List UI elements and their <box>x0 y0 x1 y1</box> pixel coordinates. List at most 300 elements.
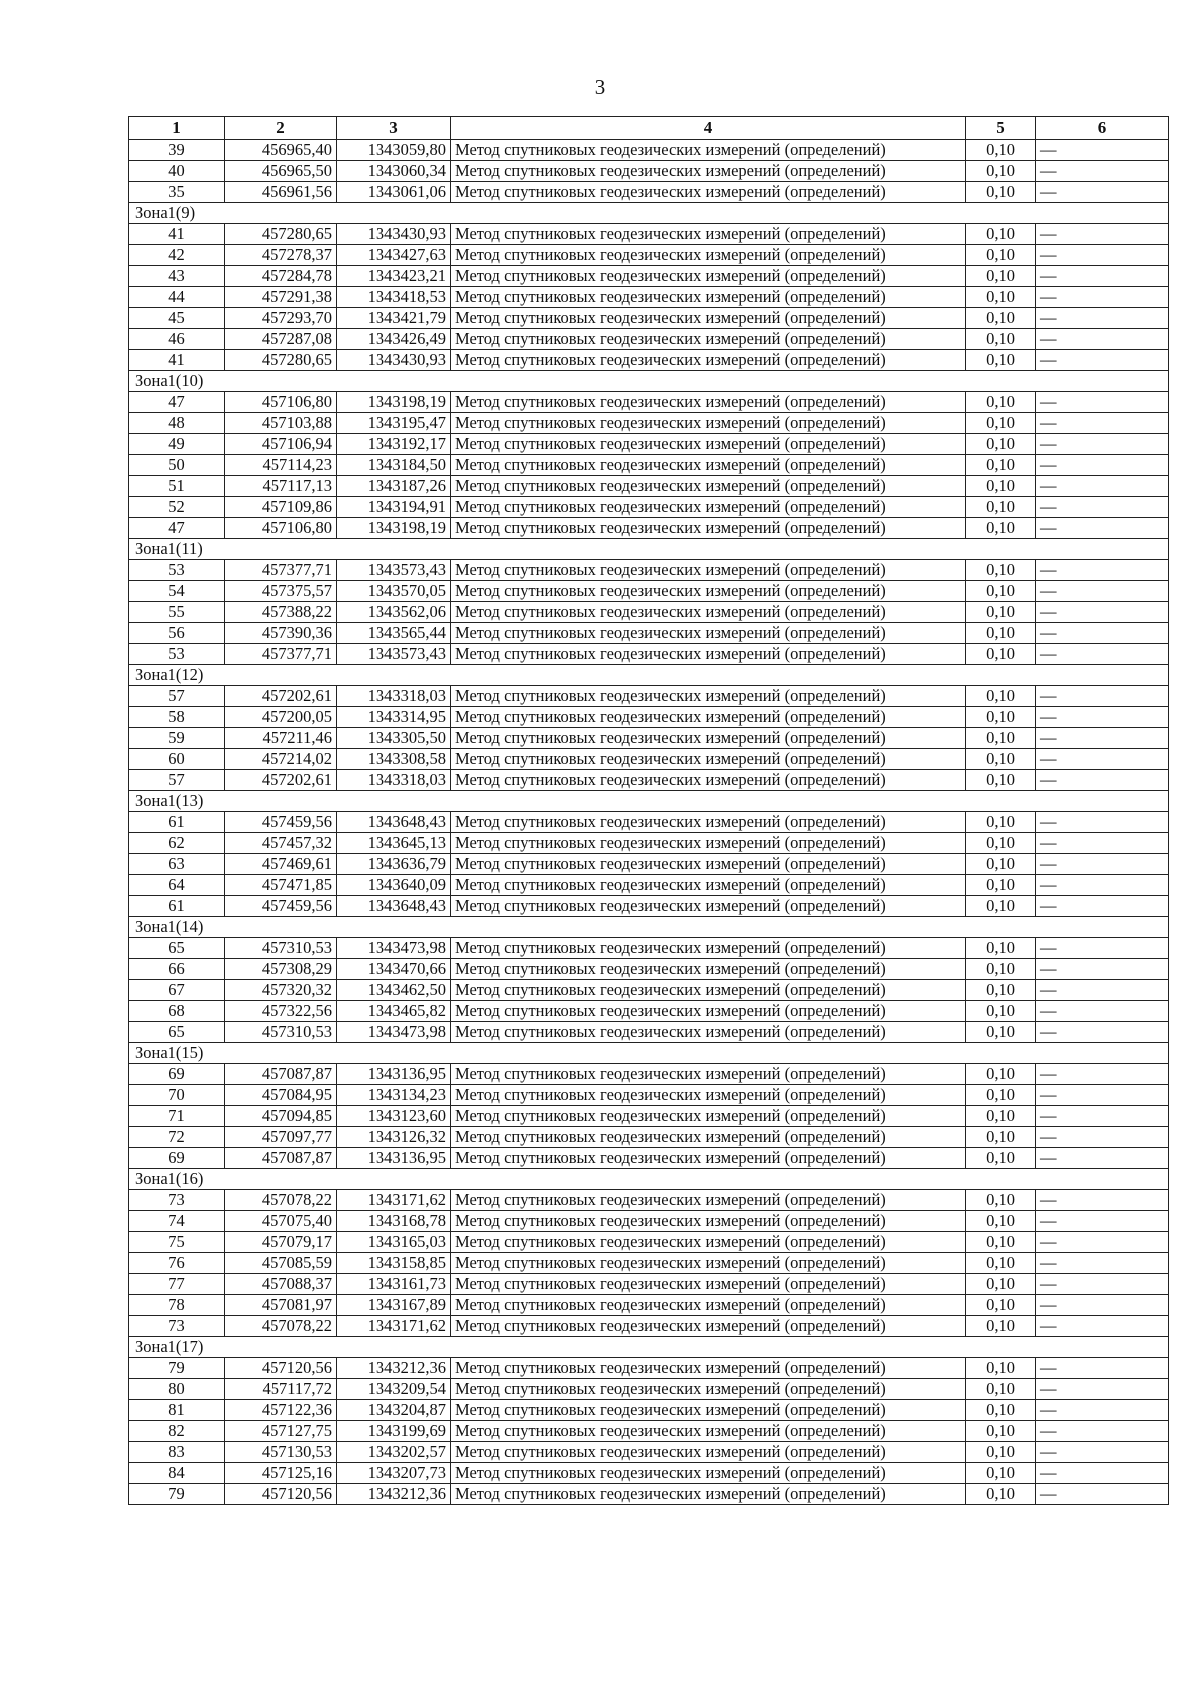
accuracy-cell: 0,10 <box>966 1484 1036 1505</box>
method-cell: Метод спутниковых геодезических измерений (определений) <box>451 812 966 833</box>
method-cell: Метод спутниковых геодезических измерений (определений) <box>451 728 966 749</box>
y-coordinate: 1343194,91 <box>337 497 451 518</box>
dash-cell: — <box>1036 875 1169 896</box>
method-cell: Метод спутниковых геодезических измерений (определений) <box>451 1148 966 1169</box>
coordinates-table-body <box>129 117 1169 1505</box>
method-cell: Метод спутниковых геодезических измерений (определений) <box>451 161 966 182</box>
x-coordinate: 457284,78 <box>225 266 337 287</box>
dash-cell: — <box>1036 1085 1169 1106</box>
method-cell: Метод спутниковых геодезических измерений (определений) <box>451 644 966 665</box>
point-number: 78 <box>129 1295 225 1316</box>
header-col-1: 1 <box>129 117 225 140</box>
dash-cell: — <box>1036 266 1169 287</box>
y-coordinate: 1343318,03 <box>337 686 451 707</box>
method-cell: Метод спутниковых геодезических измерений (определений) <box>451 560 966 581</box>
method-cell: Метод спутниковых геодезических измерений (определений) <box>451 1127 966 1148</box>
accuracy-cell: 0,10 <box>966 1190 1036 1211</box>
point-number: 47 <box>129 392 225 413</box>
method-cell: Метод спутниковых геодезических измерений (определений) <box>451 749 966 770</box>
point-row <box>129 1232 1169 1253</box>
method-cell: Метод спутниковых геодезических измерений (определений) <box>451 266 966 287</box>
accuracy-cell: 0,10 <box>966 245 1036 266</box>
point-number: 65 <box>129 1022 225 1043</box>
dash-cell: — <box>1036 854 1169 875</box>
x-coordinate: 457459,56 <box>225 896 337 917</box>
x-coordinate: 457310,53 <box>225 938 337 959</box>
x-coordinate: 457084,95 <box>225 1085 337 1106</box>
x-coordinate: 457293,70 <box>225 308 337 329</box>
y-coordinate: 1343059,80 <box>337 140 451 161</box>
point-row <box>129 1400 1169 1421</box>
point-number: 67 <box>129 980 225 1001</box>
y-coordinate: 1343430,93 <box>337 350 451 371</box>
y-coordinate: 1343426,49 <box>337 329 451 350</box>
method-cell: Метод спутниковых геодезических измерений (определений) <box>451 1379 966 1400</box>
point-number: 35 <box>129 182 225 203</box>
point-row <box>129 1274 1169 1295</box>
point-number: 53 <box>129 560 225 581</box>
method-cell: Метод спутниковых геодезических измерений (определений) <box>451 413 966 434</box>
method-cell: Метод спутниковых геодезических измерений (определений) <box>451 1484 966 1505</box>
point-number: 55 <box>129 602 225 623</box>
y-coordinate: 1343195,47 <box>337 413 451 434</box>
method-cell: Метод спутниковых геодезических измерений (определений) <box>451 1442 966 1463</box>
zone-label: Зона1(11) <box>129 539 225 560</box>
point-row <box>129 812 1169 833</box>
dash-cell: — <box>1036 1001 1169 1022</box>
y-coordinate: 1343212,36 <box>337 1358 451 1379</box>
point-number: 68 <box>129 1001 225 1022</box>
point-number: 72 <box>129 1127 225 1148</box>
page-number: 3 <box>594 75 606 99</box>
point-number: 71 <box>129 1106 225 1127</box>
accuracy-cell: 0,10 <box>966 1295 1036 1316</box>
point-row <box>129 1064 1169 1085</box>
point-row <box>129 455 1169 476</box>
point-number: 65 <box>129 938 225 959</box>
zone-spacer <box>225 917 1169 938</box>
method-cell: Метод спутниковых геодезических измерений (определений) <box>451 476 966 497</box>
method-cell: Метод спутниковых геодезических измерений (определений) <box>451 350 966 371</box>
accuracy-cell: 0,10 <box>966 938 1036 959</box>
accuracy-cell: 0,10 <box>966 413 1036 434</box>
point-number: 77 <box>129 1274 225 1295</box>
x-coordinate: 457109,86 <box>225 497 337 518</box>
accuracy-cell: 0,10 <box>966 497 1036 518</box>
accuracy-cell: 0,10 <box>966 1001 1036 1022</box>
point-number: 57 <box>129 686 225 707</box>
accuracy-cell: 0,10 <box>966 1211 1036 1232</box>
point-number: 66 <box>129 959 225 980</box>
x-coordinate: 457081,97 <box>225 1295 337 1316</box>
accuracy-cell: 0,10 <box>966 392 1036 413</box>
dash-cell: — <box>1036 308 1169 329</box>
x-coordinate: 457202,61 <box>225 686 337 707</box>
accuracy-cell: 0,10 <box>966 1421 1036 1442</box>
point-number: 61 <box>129 896 225 917</box>
zone-spacer <box>225 539 1169 560</box>
y-coordinate: 1343158,85 <box>337 1253 451 1274</box>
point-number: 48 <box>129 413 225 434</box>
point-number: 82 <box>129 1421 225 1442</box>
dash-cell: — <box>1036 1106 1169 1127</box>
accuracy-cell: 0,10 <box>966 1316 1036 1337</box>
y-coordinate: 1343473,98 <box>337 1022 451 1043</box>
y-coordinate: 1343199,69 <box>337 1421 451 1442</box>
point-number: 57 <box>129 770 225 791</box>
y-coordinate: 1343640,09 <box>337 875 451 896</box>
zone-label: Зона1(14) <box>129 917 225 938</box>
y-coordinate: 1343305,50 <box>337 728 451 749</box>
zone-label: Зона1(15) <box>129 1043 225 1064</box>
accuracy-cell: 0,10 <box>966 980 1036 1001</box>
accuracy-cell: 0,10 <box>966 350 1036 371</box>
point-row <box>129 1358 1169 1379</box>
point-row <box>129 686 1169 707</box>
dash-cell: — <box>1036 560 1169 581</box>
header-col-6: 6 <box>1036 117 1169 140</box>
point-number: 69 <box>129 1148 225 1169</box>
coordinates-table <box>128 116 1169 1505</box>
point-number: 79 <box>129 1358 225 1379</box>
dash-cell: — <box>1036 1442 1169 1463</box>
dash-cell: — <box>1036 1064 1169 1085</box>
x-coordinate: 457106,94 <box>225 434 337 455</box>
y-coordinate: 1343314,95 <box>337 707 451 728</box>
y-coordinate: 1343462,50 <box>337 980 451 1001</box>
method-cell: Метод спутниковых геодезических измерений (определений) <box>451 308 966 329</box>
method-cell: Метод спутниковых геодезических измерений (определений) <box>451 1190 966 1211</box>
point-row <box>129 1127 1169 1148</box>
dash-cell: — <box>1036 1400 1169 1421</box>
dash-cell: — <box>1036 287 1169 308</box>
x-coordinate: 457079,17 <box>225 1232 337 1253</box>
x-coordinate: 457120,56 <box>225 1484 337 1505</box>
method-cell: Метод спутниковых геодезических измерений (определений) <box>451 854 966 875</box>
point-row <box>129 266 1169 287</box>
point-row <box>129 476 1169 497</box>
accuracy-cell: 0,10 <box>966 266 1036 287</box>
y-coordinate: 1343060,34 <box>337 161 451 182</box>
header-col-4: 4 <box>451 117 966 140</box>
point-row <box>129 854 1169 875</box>
zone-row <box>129 1337 1169 1358</box>
x-coordinate: 457278,37 <box>225 245 337 266</box>
accuracy-cell: 0,10 <box>966 560 1036 581</box>
method-cell: Метод спутниковых геодезических измерений (определений) <box>451 1253 966 1274</box>
accuracy-cell: 0,10 <box>966 182 1036 203</box>
accuracy-cell: 0,10 <box>966 476 1036 497</box>
method-cell: Метод спутниковых геодезических измерений (определений) <box>451 140 966 161</box>
point-row <box>129 728 1169 749</box>
method-cell: Метод спутниковых геодезических измерений (определений) <box>451 1421 966 1442</box>
method-cell: Метод спутниковых геодезических измерений (определений) <box>451 1085 966 1106</box>
accuracy-cell: 0,10 <box>966 623 1036 644</box>
x-coordinate: 456961,56 <box>225 182 337 203</box>
point-number: 46 <box>129 329 225 350</box>
x-coordinate: 457390,36 <box>225 623 337 644</box>
point-number: 74 <box>129 1211 225 1232</box>
y-coordinate: 1343161,73 <box>337 1274 451 1295</box>
zone-label: Зона1(12) <box>129 665 225 686</box>
dash-cell: — <box>1036 686 1169 707</box>
method-cell: Метод спутниковых геодезических измерений (определений) <box>451 434 966 455</box>
x-coordinate: 457280,65 <box>225 350 337 371</box>
accuracy-cell: 0,10 <box>966 644 1036 665</box>
method-cell: Метод спутниковых геодезических измерений (определений) <box>451 1463 966 1484</box>
zone-row <box>129 917 1169 938</box>
x-coordinate: 457114,23 <box>225 455 337 476</box>
point-number: 63 <box>129 854 225 875</box>
dash-cell: — <box>1036 833 1169 854</box>
method-cell: Метод спутниковых геодезических измерений (определений) <box>451 1400 966 1421</box>
zone-spacer <box>225 791 1169 812</box>
x-coordinate: 457087,87 <box>225 1064 337 1085</box>
y-coordinate: 1343427,63 <box>337 245 451 266</box>
x-coordinate: 457308,29 <box>225 959 337 980</box>
dash-cell: — <box>1036 1253 1169 1274</box>
point-number: 60 <box>129 749 225 770</box>
accuracy-cell: 0,10 <box>966 1274 1036 1295</box>
zone-row <box>129 539 1169 560</box>
point-row <box>129 896 1169 917</box>
point-number: 39 <box>129 140 225 161</box>
method-cell: Метод спутниковых геодезических измерений (определений) <box>451 1064 966 1085</box>
zone-row <box>129 1043 1169 1064</box>
method-cell: Метод спутниковых геодезических измерений (определений) <box>451 1211 966 1232</box>
y-coordinate: 1343562,06 <box>337 602 451 623</box>
accuracy-cell: 0,10 <box>966 1022 1036 1043</box>
point-row <box>129 350 1169 371</box>
point-row <box>129 1295 1169 1316</box>
method-cell: Метод спутниковых геодезических измерений (определений) <box>451 518 966 539</box>
y-coordinate: 1343465,82 <box>337 1001 451 1022</box>
zone-label: Зона1(13) <box>129 791 225 812</box>
method-cell: Метод спутниковых геодезических измерений (определений) <box>451 1316 966 1337</box>
point-number: 42 <box>129 245 225 266</box>
x-coordinate: 457202,61 <box>225 770 337 791</box>
y-coordinate: 1343430,93 <box>337 224 451 245</box>
dash-cell: — <box>1036 392 1169 413</box>
point-row <box>129 287 1169 308</box>
method-cell: Метод спутниковых геодезических измерений (определений) <box>451 1106 966 1127</box>
x-coordinate: 457211,46 <box>225 728 337 749</box>
x-coordinate: 457087,87 <box>225 1148 337 1169</box>
point-number: 45 <box>129 308 225 329</box>
point-row <box>129 1379 1169 1400</box>
accuracy-cell: 0,10 <box>966 434 1036 455</box>
x-coordinate: 457122,36 <box>225 1400 337 1421</box>
method-cell: Метод спутниковых геодезических измерений (определений) <box>451 1001 966 1022</box>
dash-cell: — <box>1036 749 1169 770</box>
y-coordinate: 1343171,62 <box>337 1190 451 1211</box>
x-coordinate: 457075,40 <box>225 1211 337 1232</box>
y-coordinate: 1343165,03 <box>337 1232 451 1253</box>
point-row <box>129 959 1169 980</box>
y-coordinate: 1343202,57 <box>337 1442 451 1463</box>
x-coordinate: 457117,72 <box>225 1379 337 1400</box>
x-coordinate: 456965,40 <box>225 140 337 161</box>
y-coordinate: 1343198,19 <box>337 392 451 413</box>
x-coordinate: 457094,85 <box>225 1106 337 1127</box>
method-cell: Метод спутниковых геодезических измерений (определений) <box>451 1232 966 1253</box>
point-number: 43 <box>129 266 225 287</box>
dash-cell: — <box>1036 140 1169 161</box>
zone-row <box>129 1169 1169 1190</box>
point-row <box>129 1442 1169 1463</box>
method-cell: Метод спутниковых геодезических измерений (определений) <box>451 581 966 602</box>
y-coordinate: 1343645,13 <box>337 833 451 854</box>
x-coordinate: 457280,65 <box>225 224 337 245</box>
dash-cell: — <box>1036 1316 1169 1337</box>
method-cell: Метод спутниковых геодезических измерений (определений) <box>451 686 966 707</box>
x-coordinate: 457125,16 <box>225 1463 337 1484</box>
y-coordinate: 1343061,06 <box>337 182 451 203</box>
point-number: 62 <box>129 833 225 854</box>
accuracy-cell: 0,10 <box>966 896 1036 917</box>
x-coordinate: 457469,61 <box>225 854 337 875</box>
point-number: 81 <box>129 1400 225 1421</box>
point-row <box>129 1316 1169 1337</box>
zone-spacer <box>225 1337 1169 1358</box>
point-row <box>129 1148 1169 1169</box>
point-row <box>129 392 1169 413</box>
point-number: 83 <box>129 1442 225 1463</box>
accuracy-cell: 0,10 <box>966 308 1036 329</box>
dash-cell: — <box>1036 413 1169 434</box>
y-coordinate: 1343187,26 <box>337 476 451 497</box>
accuracy-cell: 0,10 <box>966 728 1036 749</box>
method-cell: Метод спутниковых геодезических измерений (определений) <box>451 329 966 350</box>
point-row <box>129 497 1169 518</box>
point-number: 47 <box>129 518 225 539</box>
x-coordinate: 457459,56 <box>225 812 337 833</box>
point-row <box>129 182 1169 203</box>
point-row <box>129 833 1169 854</box>
x-coordinate: 457375,57 <box>225 581 337 602</box>
point-number: 41 <box>129 350 225 371</box>
x-coordinate: 456965,50 <box>225 161 337 182</box>
point-row <box>129 1463 1169 1484</box>
method-cell: Метод спутниковых геодезических измерений (определений) <box>451 770 966 791</box>
y-coordinate: 1343473,98 <box>337 938 451 959</box>
y-coordinate: 1343573,43 <box>337 644 451 665</box>
point-number: 69 <box>129 1064 225 1085</box>
accuracy-cell: 0,10 <box>966 1106 1036 1127</box>
dash-cell: — <box>1036 1127 1169 1148</box>
point-row <box>129 560 1169 581</box>
x-coordinate: 457130,53 <box>225 1442 337 1463</box>
method-cell: Метод спутниковых геодезических измерений (определений) <box>451 938 966 959</box>
x-coordinate: 457322,56 <box>225 1001 337 1022</box>
point-row <box>129 602 1169 623</box>
accuracy-cell: 0,10 <box>966 1148 1036 1169</box>
accuracy-cell: 0,10 <box>966 1400 1036 1421</box>
dash-cell: — <box>1036 1463 1169 1484</box>
dash-cell: — <box>1036 518 1169 539</box>
y-coordinate: 1343167,89 <box>337 1295 451 1316</box>
dash-cell: — <box>1036 938 1169 959</box>
zone-spacer <box>225 203 1169 224</box>
dash-cell: — <box>1036 980 1169 1001</box>
y-coordinate: 1343134,23 <box>337 1085 451 1106</box>
y-coordinate: 1343126,32 <box>337 1127 451 1148</box>
x-coordinate: 457127,75 <box>225 1421 337 1442</box>
dash-cell: — <box>1036 959 1169 980</box>
zone-label: Зона1(10) <box>129 371 225 392</box>
accuracy-cell: 0,10 <box>966 1442 1036 1463</box>
dash-cell: — <box>1036 728 1169 749</box>
x-coordinate: 457200,05 <box>225 707 337 728</box>
header-col-5: 5 <box>966 117 1036 140</box>
point-row <box>129 1085 1169 1106</box>
point-number: 84 <box>129 1463 225 1484</box>
x-coordinate: 457377,71 <box>225 644 337 665</box>
x-coordinate: 457106,80 <box>225 518 337 539</box>
zone-row <box>129 371 1169 392</box>
point-number: 54 <box>129 581 225 602</box>
accuracy-cell: 0,10 <box>966 287 1036 308</box>
point-row <box>129 707 1169 728</box>
dash-cell: — <box>1036 224 1169 245</box>
point-number: 44 <box>129 287 225 308</box>
accuracy-cell: 0,10 <box>966 770 1036 791</box>
point-row <box>129 413 1169 434</box>
point-number: 53 <box>129 644 225 665</box>
y-coordinate: 1343648,43 <box>337 896 451 917</box>
accuracy-cell: 0,10 <box>966 161 1036 182</box>
dash-cell: — <box>1036 1190 1169 1211</box>
method-cell: Метод спутниковых геодезических измерений (определений) <box>451 182 966 203</box>
point-row <box>129 623 1169 644</box>
y-coordinate: 1343648,43 <box>337 812 451 833</box>
accuracy-cell: 0,10 <box>966 812 1036 833</box>
y-coordinate: 1343171,62 <box>337 1316 451 1337</box>
point-row <box>129 644 1169 665</box>
point-row <box>129 161 1169 182</box>
x-coordinate: 457291,38 <box>225 287 337 308</box>
y-coordinate: 1343123,60 <box>337 1106 451 1127</box>
point-row <box>129 224 1169 245</box>
point-number: 51 <box>129 476 225 497</box>
dash-cell: — <box>1036 245 1169 266</box>
dash-cell: — <box>1036 812 1169 833</box>
x-coordinate: 457078,22 <box>225 1316 337 1337</box>
point-number: 59 <box>129 728 225 749</box>
y-coordinate: 1343207,73 <box>337 1463 451 1484</box>
zone-label: Зона1(17) <box>129 1337 225 1358</box>
accuracy-cell: 0,10 <box>966 686 1036 707</box>
zone-label: Зона1(16) <box>129 1169 225 1190</box>
accuracy-cell: 0,10 <box>966 329 1036 350</box>
point-number: 56 <box>129 623 225 644</box>
accuracy-cell: 0,10 <box>966 959 1036 980</box>
header-col-2: 2 <box>225 117 337 140</box>
y-coordinate: 1343192,17 <box>337 434 451 455</box>
dash-cell: — <box>1036 1358 1169 1379</box>
y-coordinate: 1343636,79 <box>337 854 451 875</box>
point-row <box>129 1001 1169 1022</box>
y-coordinate: 1343418,53 <box>337 287 451 308</box>
x-coordinate: 457214,02 <box>225 749 337 770</box>
accuracy-cell: 0,10 <box>966 1358 1036 1379</box>
method-cell: Метод спутниковых геодезических измерений (определений) <box>451 833 966 854</box>
y-coordinate: 1343209,54 <box>337 1379 451 1400</box>
method-cell: Метод спутниковых геодезических измерений (определений) <box>451 980 966 1001</box>
dash-cell: — <box>1036 1148 1169 1169</box>
method-cell: Метод спутниковых геодезических измерений (определений) <box>451 707 966 728</box>
y-coordinate: 1343204,87 <box>337 1400 451 1421</box>
